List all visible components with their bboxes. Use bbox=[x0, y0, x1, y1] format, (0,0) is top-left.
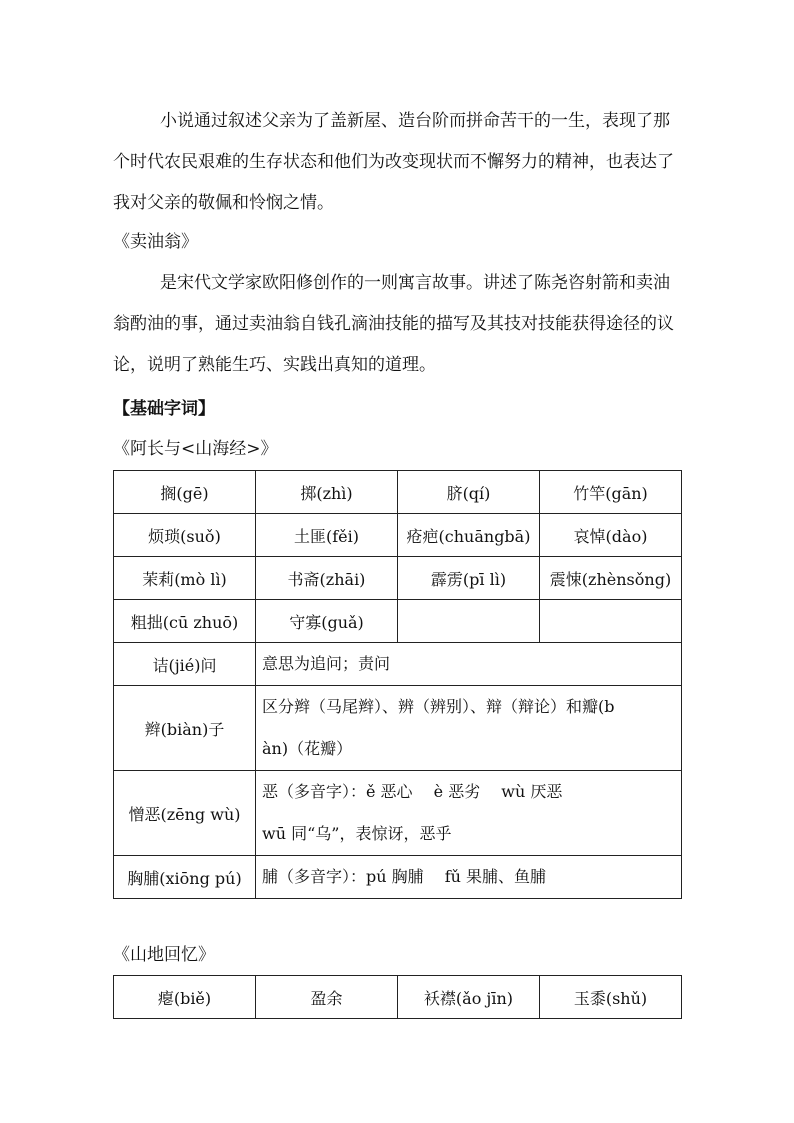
table-cell: 掷(zhì) bbox=[256, 471, 398, 514]
table-cell: 搁(gē) bbox=[114, 471, 256, 514]
explanation-cell bbox=[256, 856, 682, 899]
table-row bbox=[114, 686, 682, 771]
explanation-line: àn)（花瓣） bbox=[262, 739, 353, 758]
explanation-line: 区分辫（马尾辫）、辨（辨别）、辩（辩论）和瓣(b bbox=[262, 697, 615, 716]
explanation-cell bbox=[256, 686, 682, 771]
table-row bbox=[114, 471, 682, 514]
intro-paragraph-1: 小说通过叙述父亲为了盖新屋、造台阶而拼命苦干的一生，表现了那个时代农民艰难的生存状态和他们为改变现状而不懈努力的精神，也表达了我对父亲的敬佩和怜悯之情。 bbox=[113, 111, 674, 213]
table-row bbox=[114, 643, 682, 686]
table-cell: 震悚(zhènsǒng) bbox=[540, 557, 682, 600]
table-cell: 茉莉(mò lì) bbox=[114, 557, 256, 600]
table-cell: 土匪(fěi) bbox=[256, 514, 398, 557]
explanation-line: 恶（多音字）：ě 恶心 è 恶劣 wù 厌恶 bbox=[262, 782, 563, 801]
explanation-line: wū 同“乌”，表惊讶，恶乎 bbox=[262, 824, 452, 843]
term-cell: 诘(jié)问 bbox=[114, 643, 256, 686]
vocab-table-2 bbox=[113, 975, 682, 1019]
explanation-cell bbox=[256, 771, 682, 856]
table-row bbox=[114, 600, 682, 643]
term-cell: 辫(biàn)子 bbox=[114, 686, 256, 771]
table1-title: 《阿长与<山海经>》 bbox=[113, 439, 278, 459]
table-cell: 哀悼(dào) bbox=[540, 514, 682, 557]
table-cell: 瘪(biě) bbox=[114, 976, 256, 1019]
table-cell: 守寡(guǎ) bbox=[256, 600, 398, 643]
explanation-line: 意思为追问；责问 bbox=[262, 654, 391, 673]
table-cell: 脐(qí) bbox=[398, 471, 540, 514]
table-cell: 烦琐(suǒ) bbox=[114, 514, 256, 557]
section-title: 【基础字词】 bbox=[113, 399, 215, 419]
explanation-line: 脯（多音字）：pú 胸脯 fǔ 果脯、鱼脯 bbox=[262, 867, 547, 886]
table-cell: 粗拙(cū zhuō) bbox=[114, 600, 256, 643]
term-cell: 憎恶(zēng wù) bbox=[114, 771, 256, 856]
vocab-table-1 bbox=[113, 470, 682, 899]
table-cell: 书斋(zhāi) bbox=[256, 557, 398, 600]
table-row bbox=[114, 514, 682, 557]
work-title-mai-you-weng: 《卖油翁》 bbox=[113, 232, 198, 252]
intro-paragraph-2: 是宋代文学家欧阳修创作的一则寓言故事。讲述了陈尧咨射箭和卖油翁酌油的事，通过卖油翁自钱孔滴油技能的描写及其技对技能获得途径的议论，说明了熟能生巧、实践出真知的道理。 bbox=[113, 273, 674, 375]
table-row bbox=[114, 976, 682, 1019]
term-cell: 胸脯(xiōng pú) bbox=[114, 856, 256, 899]
table-cell: 玉黍(shǔ) bbox=[540, 976, 682, 1019]
table-cell: 疮疤(chuāngbā) bbox=[398, 514, 540, 557]
table-cell: 竹竿(gān) bbox=[540, 471, 682, 514]
table-cell bbox=[398, 600, 540, 643]
table2-title: 《山地回忆》 bbox=[113, 945, 215, 965]
table-cell: 盈余 bbox=[256, 976, 398, 1019]
table-cell: 霹雳(pī lì) bbox=[398, 557, 540, 600]
table-cell: 袄襟(ǎo jīn) bbox=[398, 976, 540, 1019]
table-row bbox=[114, 856, 682, 899]
explanation-cell bbox=[256, 643, 682, 686]
table-row bbox=[114, 771, 682, 856]
table-cell bbox=[540, 600, 682, 643]
table-row bbox=[114, 557, 682, 600]
